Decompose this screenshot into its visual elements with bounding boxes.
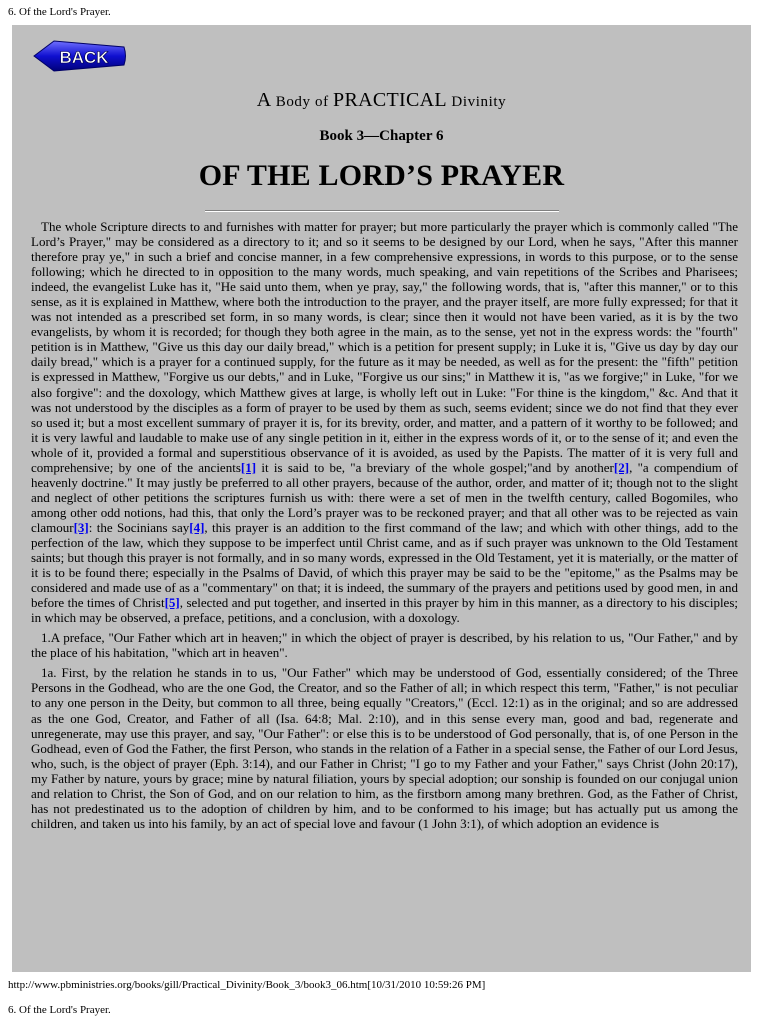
footnote-link-5[interactable]: [5] (164, 595, 180, 611)
page-heading: OF THE LORD’S PRAYER (198, 159, 565, 192)
divider (205, 210, 559, 212)
footnote-link-2[interactable]: [2] (613, 459, 630, 475)
footnote-link-4[interactable]: [4] (189, 519, 205, 535)
paragraph-intro: The whole Scripture directs to and furnishes with matter for prayer; but more particularly the prayer which is commonly called "The Lord’s Prayer," may be considered as a directory to it; and so it seems to be designed by our Lord, when he says, "After this manner therefore pray ye," in such a brief and concise manner, in a few comprehensive expressions, in words to this purpose, or to the sense following; which he directed to in opposition to the many words, much speaking, and vain repetitions of the Scribes and Pharisees; indeed, the evangelist Luke has it, "He said unto them, when ye pray, say," the following words, that is, "after this manner," or to this sense, as it is explained in Matthew, where both the introduction to the prayer, and the prayer itself, are more fully expressed; for that it was not intended as a prescribed set form, in so many words, is clear; since then it would not have been varied, as it is by the two evangelists, by whom it is recorded; for though they both agree in the main, as to the sense, yet not in the express words: the "fourth" petition is in Matthew, "Give us this day our daily bread," which is a petition for present supply; in Luke it is, "Give us day by day our daily bread," which is a prayer for a continued supply, for the future as it may be needed, as well as for the present: the "fifth" petition is expressed in Matthew, "Forgive us our debts," and in Luke, "Forgive us our sins;" in Matthew it is, "as we forgive;" in Luke, "for we also forgive": and the doxology, which Matthew gives at large, is wholly left out in Luke: "For thine is the kingdom," &c. And that it was not understood by the disciples as a form of prayer to be used by them as such, seems evident; since we do not find that they ever so used it; but a most excellent summary of prayer it is, for its brevity, order, and matter, and a pattern of it worthy to be followed; and it is very lawful and laudable to make use of any single petition in it, either in the express words of it, or to the sense of it; and even the whole of it, provided a formal and superstitious observance of it is avoided, as used by the Papists. The matter of it is very full and comprehensive; by one of the ancients[1] it is said to be, "a breviary of the whole gospel;"and by another[2], "a compendium of heavenly doctrine." It may justly be preferred to all other prayers, because of the author, order, and matter of it; though not to the slight and neglect of other petitions the scriptures furnish us with: there were a set of men in the twelfth century, called Bogomiles, who among other odd notions, had this, that only the Lord’s prayer was to be reckoned prayer; and that all other was to be rejected as vain clamour[3]: the Socinians say[4], this prayer is an addition to the first command of the law; and which with other things, add to the perfection of the law, which they suppose to be imperfect until Christ came, and as if such prayer was unknown to the Old Testament saints; but though this prayer is not formally, and in so many words, expressed in the Old Testament, yet it is materially, or the matter of it is to be found there; especially in the Psalms of David, of which this prayer may be said to be the "epitome," as the Psalms may be considered and made use of as a "commentary" on that; it is indeed, the summary of the prayers and petitions used by good men, in and before the times of Christ[5], selected and put together, and inserted in this prayer by him in this manner, as a directory to his disciples; in which may be observed, a preface, petitions, and a conclusion, with a doxology. (31, 219, 738, 626)
footer-url: http://www.pbministries.org/books/gill/Practical_Divinity/Book_3/book3_06.htm[10/31/2010 10:59:26 PM] (8, 979, 486, 991)
paragraph-relation: 1a. First, by the relation he stands in to us, "Our Father" which may be understood of God, essentially considered; of the Three Persons in the Godhead, who are the one God, the Creator, and so the Father of all; in which respect this term, "Father," is not peculiar to any one person in the Deity, but common to all three, being equally "Creators," (Eccl. 12:1) as in the original; and so are addressed as the one God, Creator, and Father of all (Isa. 64:8; Mal. 2:10), and in this sense every man, good and bad, regenerate and unregenerate, may use this prayer, and say, "Our Father": or else this is to be understood of God personally, that is, of one Person in the Godhead, even of God the Father, the first Person, who stands in the relation of a Father in a special sense, the Father of our Lord Jesus, who, such, is the object of prayer (Eph. 3:14), and our Father in Christ; "I go to my Father and your Father," says Christ (John 20:17), my Father by nature, yours by grace; mine by natural filiation, yours by special adoption; our sonship is founded on our conjugal union and relation to Christ, the Son of God, and on our relation to him, as the firstborn among many brethren. God, as the Father of Christ, has not predestinated us to the adoption of children by him, and to be conformed to his image; but has actually put us among the children, and taken us into his family, by an act of special love and favour (1 John 3:1), of which adoption an evidence is (31, 665, 738, 831)
back-arrow-icon (32, 37, 128, 75)
window-title: 6. Of the Lord's Prayer. (8, 6, 111, 18)
footer-title: 6. Of the Lord's Prayer. (8, 1004, 111, 1016)
back-button[interactable] (32, 37, 128, 75)
page-content (12, 25, 751, 972)
footnote-link-3[interactable]: [3] (73, 519, 89, 535)
paragraph-preface: 1.A preface, "Our Father which art in heaven;" in which the object of prayer is described, by his relation to us, "Our Father," and by the place of his habitation, "which art in heaven". (31, 630, 738, 661)
book-title: A Body of PRACTICAL Divinity (256, 89, 507, 111)
chapter-label: Book 3—Chapter 6 (319, 128, 444, 144)
back-label: BACK (59, 48, 109, 67)
footnote-link-1[interactable]: [1] (240, 459, 257, 475)
article-body (31, 219, 738, 836)
